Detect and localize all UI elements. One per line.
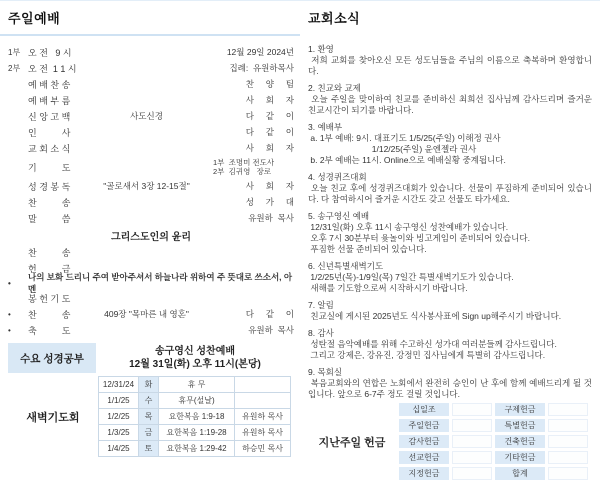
worship-row-marker: • — [8, 325, 11, 335]
news-item-title: 4. 성경퀴즈대회 — [308, 172, 367, 182]
worship-row — [8, 156, 294, 178]
news-item-line: 오후 7시 30분부터 윷놀이와 빙고게임이 준비되어 있습니다. — [308, 233, 530, 243]
worship-row — [8, 140, 294, 156]
worship-row-person — [199, 158, 294, 176]
news-item — [308, 300, 592, 322]
news-item-line: 복음교회와의 연합은 노회에서 완전히 승인이 난 후에 함께 예배드리게 될 것입니다. 앞으로 6-7주 정도 걸릴 것입니다. — [308, 378, 592, 399]
offering-table — [396, 400, 591, 483]
offering-label-cell: 건축헌금 — [495, 435, 545, 448]
offering-value-cell — [548, 451, 588, 464]
news-item-title: 1. 환영 — [308, 44, 334, 54]
dawn-person-cell — [235, 377, 291, 393]
worship-row-person: 유원하 목사 — [248, 325, 294, 335]
news-item-line: 1/12/25(주일) 윤엔젤라 권사 — [308, 144, 477, 154]
worship-row-marker: 2부 — [8, 63, 21, 73]
news-item-line: a. 1부 예배: 9시. 대표기도 1/5/25(주일) 이해정 권사 — [308, 133, 501, 143]
wednesday-bible-study-label: 수요 성경공부 — [8, 343, 96, 373]
worship-row-person: 찬 양 팀 — [245, 79, 294, 89]
dawn-day-cell: 금 — [139, 425, 159, 441]
offering-value-cell — [548, 435, 588, 448]
worship-row — [8, 76, 294, 92]
worship-row-title: 축 도 — [28, 325, 71, 336]
worship-row-person-line: 2부 김귀영 장로 — [213, 167, 272, 176]
dawn-date-cell: 12/31/24 — [99, 377, 139, 393]
worship-row-person: 유원하 목사 — [248, 213, 294, 223]
worship-row-person: 집례: 유원하목사 — [229, 63, 294, 73]
dawn-prayer-table — [98, 376, 291, 457]
offering-value-cell — [452, 403, 492, 416]
news-item-title: 8. 감사 — [308, 328, 334, 338]
worship-row — [8, 244, 294, 260]
worship-row-detail: "골로새서 3장 12-15절" — [103, 181, 190, 191]
dawn-table-row — [99, 425, 291, 441]
news-item — [308, 328, 592, 361]
worship-row — [8, 108, 294, 124]
worship-row-title: 신 앙 고 백 — [28, 111, 71, 122]
worship-row — [8, 194, 294, 210]
news-item-title: 3. 예배부 — [308, 122, 343, 132]
worship-row-person: 사 회 자 — [245, 95, 294, 105]
offering-table-row — [399, 403, 588, 416]
dawn-passage-cell: 요한복음 1:9-18 — [159, 409, 235, 425]
worship-row-title: 오 전 9 시 — [28, 47, 72, 58]
offering-value-cell — [452, 467, 492, 480]
offering-table-row — [399, 467, 588, 480]
news-item-title: 5. 송구영신 예배 — [308, 211, 370, 221]
news-item-title: 9. 목회실 — [308, 367, 343, 377]
worship-row-title: 헌 금 — [28, 263, 71, 274]
offering-section — [308, 400, 592, 483]
dawn-day-cell: 목 — [139, 409, 159, 425]
worship-row-detail: 409장 "목마른 내 영혼" — [104, 309, 189, 319]
worship-row-person: 사 회 자 — [245, 143, 294, 153]
newyear-eve-service-title: 송구영신 성찬예배 — [154, 346, 236, 357]
offering-table-body — [399, 403, 588, 480]
dawn-table-row — [99, 441, 291, 457]
offering-table-row — [399, 451, 588, 464]
worship-row-title: 찬 송 — [28, 197, 71, 208]
news-item — [308, 83, 595, 116]
church-bulletin-page — [0, 1, 600, 478]
worship-column — [0, 6, 300, 464]
worship-row — [8, 60, 294, 76]
dawn-person-cell — [235, 393, 291, 409]
worship-row-title: 성 경 봉 독 — [28, 181, 71, 192]
dawn-date-cell: 1/1/25 — [99, 393, 139, 409]
worship-title: 주일예배 — [8, 11, 61, 26]
worship-row-person-line: 1부 조명미 전도사 — [213, 158, 275, 167]
header-rule-left — [0, 34, 300, 36]
news-item-line: b. 2부 예배는 11시. Online으로 예배실황 중계됩니다. — [308, 155, 506, 165]
worship-row-marker: • — [8, 309, 11, 319]
newyear-eve-service — [96, 343, 294, 373]
offering-label-cell: 선교헌금 — [399, 451, 449, 464]
offering-label-cell: 구제헌금 — [495, 403, 545, 416]
dawn-passage-cell: 요한복음 1:29-42 — [159, 441, 235, 457]
news-item-line: 그리고 강제은, 강유진, 강정민 집사님에게 특별히 감사드립니다. — [308, 350, 546, 360]
worship-row-title: 기 도 — [28, 162, 71, 173]
dawn-day-cell: 화 — [139, 377, 159, 393]
worship-row — [8, 124, 294, 140]
news-item — [308, 122, 592, 166]
worship-row-title: 찬 송 — [28, 309, 71, 320]
dawn-table-row — [99, 377, 291, 393]
offering-value-cell — [452, 419, 492, 432]
news-item-line: 오늘 주일을 맞이하여 친교를 준비하신 최희선 집사님께 감사드리며 즐거운 친교시간이 되기를 바랍니다. — [308, 94, 595, 115]
dawn-table-row — [99, 393, 291, 409]
offering-value-cell — [548, 419, 588, 432]
news-item-line: 푸짐한 선물 준비되어 있습니다. — [308, 244, 427, 254]
worship-row — [8, 44, 294, 60]
offering-label-cell: 합계 — [495, 467, 545, 480]
worship-row-title: 말 씀 — [28, 213, 71, 224]
dawn-prayer-section — [8, 376, 294, 457]
news-item — [308, 367, 592, 400]
worship-row — [8, 210, 294, 226]
news-item — [308, 211, 592, 255]
midweek-section — [8, 343, 294, 373]
news-item-title: 2. 친교와 교제 — [308, 83, 361, 93]
news-column — [300, 6, 600, 478]
news-item-line: 성탄절 음악예배를 위해 수고하신 성가대 여러분들께 감사드립니다. — [308, 339, 557, 349]
worship-row-person: 12월 29일 2024년 — [226, 47, 294, 57]
dawn-person-cell: 유원하 목사 — [235, 425, 291, 441]
worship-row-title: 봉 헌 기 도 — [28, 293, 71, 304]
offering-value-cell — [548, 403, 588, 416]
dawn-date-cell: 1/4/25 — [99, 441, 139, 457]
news-title: 교회소식 — [308, 11, 361, 26]
worship-row — [8, 322, 294, 338]
worship-row-person: 성 가 대 — [245, 197, 294, 207]
worship-row-person: 다 같 이 — [245, 127, 294, 137]
dawn-prayer-table-body — [99, 377, 291, 457]
dawn-passage-cell: 휴 무 — [159, 377, 235, 393]
worship-row-marker: 1부 — [8, 47, 21, 57]
dawn-table-row — [99, 409, 291, 425]
worship-order-list — [8, 44, 294, 338]
worship-section-title: 그리스도인의 윤리 — [110, 231, 192, 243]
news-list — [308, 38, 595, 400]
offering-label-cell: 십일조 — [399, 403, 449, 416]
news-item — [308, 172, 592, 205]
news-item-title: 7. 알림 — [308, 300, 334, 310]
dawn-day-cell: 토 — [139, 441, 159, 457]
worship-row-person: 사 회 자 — [245, 181, 294, 191]
dawn-passage-cell: 휴무(설날) — [159, 393, 235, 409]
offering-value-cell — [452, 451, 492, 464]
offering-label-cell: 감사헌금 — [399, 435, 449, 448]
worship-row-person: 다 같 이 — [245, 111, 294, 121]
news-item-line: 친교실에 게시된 2025년도 식사봉사표에 Sign up해주시기 바랍니다. — [308, 311, 562, 321]
worship-row-title: 예 배 찬 송 — [28, 79, 71, 90]
worship-row — [8, 306, 294, 322]
news-item — [308, 261, 592, 294]
news-item-line: 1/2/25년(목)-1/9일(목) 7일간 특별새벽기도가 있습니다. — [308, 272, 514, 282]
bullet-icon: • — [8, 278, 11, 288]
dawn-day-cell: 수 — [139, 393, 159, 409]
newyear-eve-service-time: 12월 31일(화) 오후 11시(본당) — [129, 359, 261, 370]
dawn-date-cell: 1/2/25 — [99, 409, 139, 425]
worship-row — [8, 92, 294, 108]
news-item-line: 오늘 친교 후에 성경퀴즈대회가 있습니다. 선물이 푸짐하게 준비되어 있습니다. 다 참여하시어 즐거운 시간도 갖고 선물도 타가세요. — [308, 183, 592, 204]
offering-value-cell — [452, 435, 492, 448]
offering-value-cell — [548, 467, 588, 480]
worship-row-title: 찬 송 — [28, 247, 71, 258]
last-sunday-offering-label: 지난주일 헌금 — [318, 436, 386, 449]
dawn-date-cell: 1/3/25 — [99, 425, 139, 441]
news-item-title: 6. 신년특별새벽기도 — [308, 261, 384, 271]
offering-label-cell: 특별헌금 — [495, 419, 545, 432]
offering-label-cell: 지정헌금 — [399, 467, 449, 480]
worship-row — [8, 178, 294, 194]
news-item-line: 저희 교회를 찾아오신 모든 성도님들을 주님의 이름으로 축복하며 환영합니다. — [308, 55, 592, 76]
worship-row-title: 인 사 — [28, 127, 71, 138]
news-item — [308, 44, 592, 77]
worship-row-title: 교 회 소 식 — [28, 143, 71, 154]
worship-row-title: 오 전 1 1 시 — [28, 63, 77, 74]
worship-note — [8, 272, 294, 294]
dawn-person-cell: 유원하 목사 — [235, 409, 291, 425]
offering-table-row — [399, 435, 588, 448]
worship-row-person: 다 같 이 — [245, 309, 294, 319]
worship-row-title: 예 배 부 름 — [28, 95, 71, 106]
offering-label-cell: 기타헌금 — [495, 451, 545, 464]
dawn-passage-cell: 요한복음 1:19-28 — [159, 425, 235, 441]
offering-table-row — [399, 419, 588, 432]
news-item-line: 새해를 기도함으로써 시작하시기 바랍니다. — [308, 283, 468, 293]
dawn-person-cell: 하승민 목사 — [235, 441, 291, 457]
worship-note-text: 나의 보화 드리니 주여 받아주셔서 하늘나라 위하여 주 뜻대로 쓰소서, 아멘 — [28, 272, 293, 294]
worship-row-detail: 사도신경 — [130, 111, 163, 121]
dawn-prayer-label: 새벽기도회 — [26, 411, 80, 424]
offering-label-cell: 주일헌금 — [399, 419, 449, 432]
news-item-line: 12/31일(화) 오후 11시 송구영신 성찬예배가 있습니다. — [308, 222, 509, 232]
